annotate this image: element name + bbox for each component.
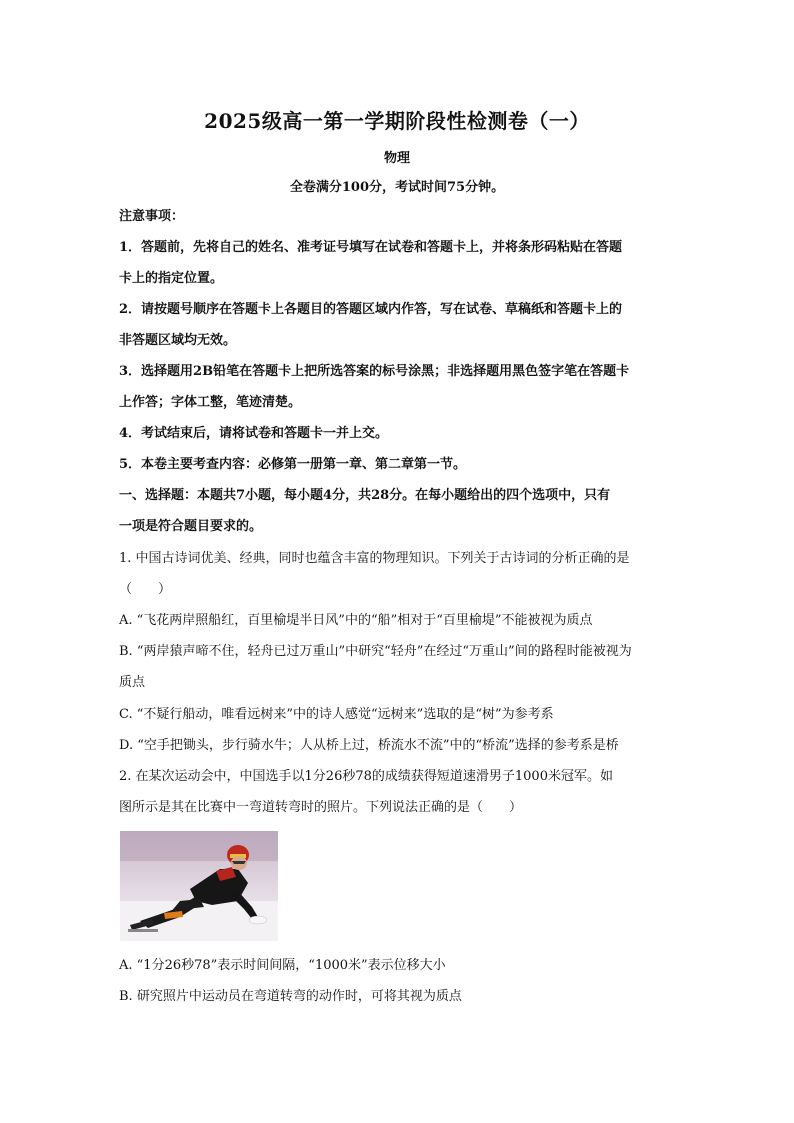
- note-line: 5．本卷主要考查内容：必修第一册第一章、第二章第一节。: [119, 457, 467, 472]
- note-line: 4．考试结束后，请将试卷和答题卡一并上交。: [119, 426, 389, 441]
- question-2-stem: 图所示是其在比赛中一弯道转弯时的照片。下列说法正确的是（ ）: [119, 800, 523, 815]
- note-line: 2．请按题号顺序在答题卡上各题目的答题区域内作答，写在试卷、草稿纸和答题卡上的: [119, 302, 623, 317]
- note-line: 非答题区域均无效。: [119, 333, 237, 348]
- exam-meta: 全卷满分100分，考试时间75分钟。: [289, 180, 505, 195]
- note-line: 卡上的指定位置。: [119, 271, 224, 286]
- question-1-option-a: A. “飞花两岸照船红，百里榆堤半日风”中的“船”相对于“百里榆堤”不能被视为质点: [119, 613, 593, 628]
- notes-heading: 注意事项：: [119, 209, 185, 224]
- section-heading: 一项是符合题目要求的。: [119, 519, 263, 534]
- question-1-option-b: B. “两岸猿声啼不住，轻舟已过万重山”中研究“轻舟”在经过“万重山”间的路程时能被视为: [119, 644, 632, 659]
- question-1-stem: 1. 中国古诗词优美、经典，同时也蕴含丰富的物理知识。下列关于古诗词的分析正确的是: [119, 551, 630, 566]
- question-1-option-c: C. “不疑行船动，唯看远树来”中的诗人感觉“远树来”选取的是“树”为参考系: [119, 707, 554, 722]
- note-line: 上作答；字体工整，笔迹清楚。: [119, 395, 302, 410]
- question-1-option-d: D. “空手把锄头，步行骑水牛；人从桥上过，桥流水不流”中的“桥流”选择的参考系是桥: [119, 738, 619, 753]
- question-1-stem: （ ）: [119, 582, 172, 597]
- question-2-option-a: A. “1分26秒78”表示时间间隔，“1000米”表示位移大小: [119, 958, 446, 973]
- note-line: 3．选择题用2B铅笔在答题卡上把所选答案的标号涂黑；非选择题用黑色签字笔在答题卡: [119, 364, 630, 379]
- speed-skater-illustration: [120, 831, 278, 941]
- skater-photo: [120, 831, 278, 941]
- question-2-stem: 2. 在某次运动会中，中国选手以1分26秒78的成绩获得短道速滑男子1000米冠军。如: [119, 769, 613, 784]
- subject-label: 物理: [383, 151, 410, 166]
- question-2-option-b: B. 研究照片中运动员在弯道转弯的动作时，可将其视为质点: [119, 989, 462, 1004]
- section-heading: 一、选择题：本题共7小题，每小题4分，共28分。在每小题给出的四个选项中，只有: [119, 488, 611, 503]
- note-line: 1．答题前，先将自己的姓名、准考证号填写在试卷和答题卡上，并将条形码粘贴在答题: [119, 240, 623, 255]
- question-1-option-b: 质点: [119, 675, 146, 690]
- exam-title: 2025级高一第一学期阶段性检测卷（一）: [204, 109, 590, 133]
